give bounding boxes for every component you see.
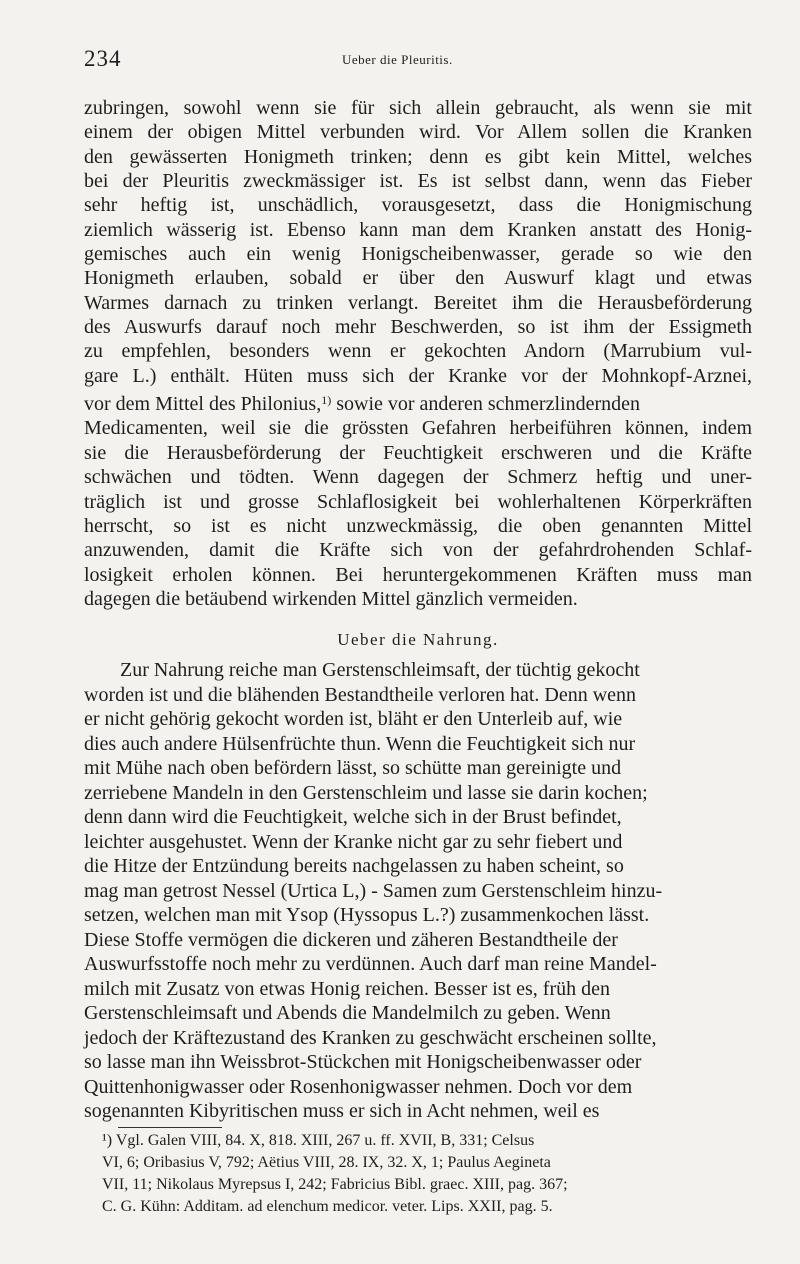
text-line: sogenannten Kibyritischen muss er sich in Acht nehmen, weil es	[84, 1100, 600, 1122]
paragraph-nutrition	[84, 658, 752, 1124]
text-line: Diese Stoffe vermögen die dickeren und zäheren Bestandtheile der	[84, 928, 618, 951]
text-line: jedoch der Kräftezustand des Kranken zu geschwächt erscheinen sollte,	[84, 1026, 657, 1049]
footnote-marker: 1)	[321, 393, 332, 408]
footnotes	[102, 1130, 752, 1218]
text-line: zu empfehlen, besonders wenn er gekochten Andorn (Marrubium vul-	[84, 340, 752, 363]
paragraph-pleuritis-remedies	[84, 96, 752, 611]
text-line: gare L.) enthält. Hüten muss sich der Kranke vor der Mohnkopf-Arznei,	[84, 364, 752, 387]
text-line: Gerstenschleimsaft und Abends die Mandelmilch zu geben. Wenn	[84, 1002, 611, 1024]
text-line: Quittenhonigwasser oder Rosenhonigwasser nehmen. Doch vor dem	[84, 1075, 633, 1098]
text-line: zerriebene Mandeln in den Gerstenschleim und lasse sie darin kochen;	[84, 781, 648, 804]
footnote-divider	[118, 1127, 222, 1128]
running-title: Ueber die Pleuritis.	[342, 52, 453, 67]
footnote-line: VII, 11; Nikolaus Myrepsus I, 242; Fabricius Bibl. graec. XIII, pag. 367;	[102, 1176, 568, 1193]
text-line: ziemlich wässerig ist. Ebenso kann man dem Kranken anstatt des Honig-	[84, 218, 752, 241]
text-line: herrscht, so ist es nicht unzweckmässig, die oben genannten Mittel	[84, 514, 752, 537]
text-line: des Auswurfs darauf noch mehr Beschwerden, so ist ihm der Essigmeth	[84, 316, 752, 339]
text-line: zubringen, sowohl wenn sie für sich allein gebraucht, als wenn sie mit	[84, 97, 752, 119]
page-number: 234	[84, 46, 122, 71]
text-line: Auswurfsstoffe noch mehr zu verdünnen. Auch darf man reine Mandel-	[84, 953, 657, 975]
text-line: mit Mühe nach oben befördern lässt, so schütte man gereinigte und	[84, 757, 622, 779]
text-line: träglich ist und grosse Schlaflosigkeit bei wohlerhaltenen Körperkräften	[84, 490, 752, 513]
text-line: dagegen die betäubend wirkenden Mittel gänzlich vermeiden.	[84, 587, 578, 610]
text-line: denn dann wird die Feuchtigkeit, welche sich in der Brust befindet,	[84, 806, 622, 828]
text-line: sehr heftig ist, unschädlich, vorausgesetzt, dass die Honigmischung	[84, 194, 752, 217]
text-line: mag man getrost Nessel (Urtica L,) - Samen zum Gerstenschleim hinzu-	[84, 879, 663, 902]
text-line: worden ist und die blähenden Bestandtheile verloren hat. Denn wenn	[84, 683, 637, 706]
text-line: setzen, welchen man mit Ysop (Hyssopus L.?) zusammenkochen lässt.	[84, 904, 650, 926]
text-line: er nicht gehörig gekocht worden ist, bläht er den Unterleib auf, wie	[84, 708, 623, 730]
text-line: Medicamenten, weil sie die grössten Gefahren herbeiführen können, indem	[84, 417, 752, 440]
text-line: Warmes darnach zu trinken verlangt. Bereitet ihm die Herausbeförderung	[84, 291, 752, 314]
text-line: dies auch andere Hülsenfrüchte thun. Wenn die Feuchtigkeit sich nur	[84, 732, 636, 755]
footnote-line: C. G. Kühn: Additam. ad elenchum medicor. veter. Lips. XXII, pag. 5.	[102, 1198, 553, 1215]
text-line: einem der obigen Mittel verbunden wird. Vor Allem sollen die Kranken	[84, 121, 752, 144]
text-line: losigkeit erholen können. Bei heruntergekommenen Kräften muss man	[84, 563, 752, 586]
footnote-line: VI, 6; Oribasius V, 792; Aëtius VIII, 28. IX, 32. X, 1; Paulus Aegineta	[102, 1154, 551, 1171]
section-heading: Ueber die Nahrung.	[337, 630, 499, 649]
page-header	[84, 46, 752, 76]
text-line: Zur Nahrung reiche man Gerstenschleimsaft, der tüchtig gekocht	[120, 659, 640, 681]
text-line: sie die Herausbeförderung der Feuchtigkeit erschweren und die Kräfte	[84, 441, 752, 464]
text-line: leichter ausgehustet. Wenn der Kranke nicht gar zu sehr fiebert und	[84, 830, 623, 853]
text-line: gemisches auch ein wenig Honigscheibenwasser, gerade so wie den	[84, 243, 752, 266]
text-line-with-footnote	[84, 388, 752, 416]
text-fragment: vor dem Mittel des Philonius,	[84, 393, 322, 416]
text-line: milch mit Zusatz von etwas Honig reichen. Besser ist es, früh den	[84, 977, 610, 1000]
text-line: bei der Pleuritis zweckmässiger ist. Es ist selbst dann, wenn das Fieber	[84, 170, 752, 193]
footnote-line: ¹) Vgl. Galen VIII, 84. X, 818. XIII, 267 u. ff. XVII, B, 331; Celsus	[102, 1132, 535, 1149]
text-line: die Hitze der Entzündung bereits nachgelassen zu haben scheint, so	[84, 855, 624, 877]
text-line: Honigmeth erlauben, sobald er über den Auswurf klagt und etwas	[84, 267, 752, 290]
text-line: den gewässerten Honigmeth trinken; denn es gibt kein Mittel, welches	[84, 145, 752, 168]
text-line: anzuwenden, damit die Kräfte sich von der gefahrdrohenden Schlaf-	[84, 539, 752, 562]
text-line: schwächen und tödten. Wenn dagegen der Schmerz heftig und uner-	[84, 466, 752, 489]
text-fragment: sowie vor anderen schmerzlindernden	[331, 393, 640, 416]
text-line: so lasse man ihn Weissbrot-Stückchen mit Honigscheibenwasser oder	[84, 1051, 642, 1073]
